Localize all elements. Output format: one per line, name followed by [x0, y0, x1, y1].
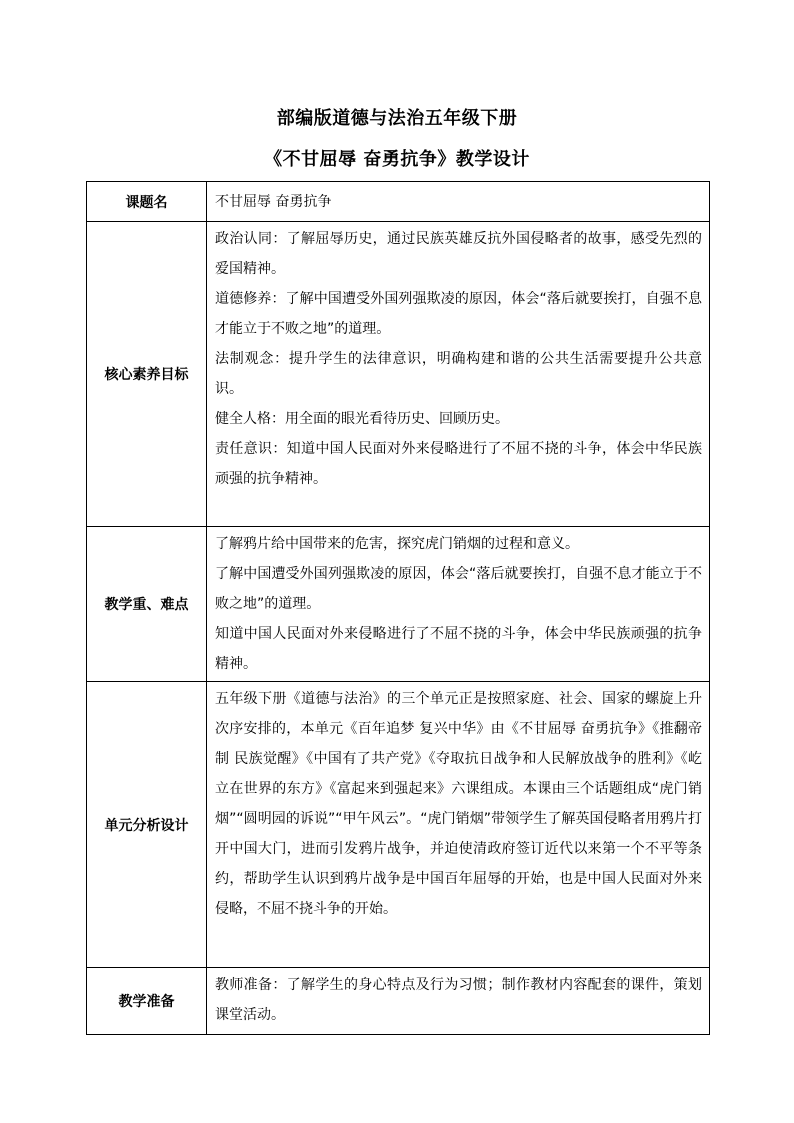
- row-label-core-goals: 核心素养目标: [87, 222, 207, 527]
- row-content-core-goals: [207, 222, 710, 527]
- document-title: 部编版道德与法治五年级下册: [276, 108, 518, 129]
- goal-political-identity: 政治认同：了解屈辱历史，通过民族英雄反抗外国侵略者的故事，感受先烈的爱国精神。: [215, 231, 702, 277]
- goal-responsibility: 责任意识：知道中国人民面对外来侵略进行了不屈不挠的斗争，体会中华民族顽强的抗争精神。: [215, 441, 702, 487]
- key-point-3: 知道中国人民面对外来侵略进行了不屈不挠的斗争，体会中华民族顽强的抗争精神。: [215, 626, 702, 672]
- table-row-preparation: [87, 968, 710, 1035]
- key-point-2: 了解中国遭受外国列强欺凌的原因，体会“落后就要挨打，自强不息才能立于不败之地”的道理。: [215, 566, 702, 612]
- lesson-plan-table: [86, 181, 710, 1035]
- goal-legal-concept: 法制观念：提升学生的法律意识，明确构建和谐的公共生活需要提升公共意识。: [215, 351, 702, 397]
- row-label-topic: 课题名: [87, 182, 207, 222]
- preparation-text: 教师准备：了解学生的身心特点及行为习惯；制作教材内容配套的课件，策划课堂活动。: [215, 977, 702, 1023]
- table-row-topic: [87, 182, 710, 222]
- document-subtitle: 《不甘屈辱 奋勇抗争》教学设计: [264, 149, 530, 170]
- key-point-1: 了解鸦片给中国带来的危害，探究虎门销烟的过程和意义。: [215, 536, 579, 552]
- row-content-unit-analysis: [207, 682, 710, 968]
- table-row-core-goals: [87, 222, 710, 527]
- table-row-unit-analysis: [87, 682, 710, 968]
- row-label-key-points: 教学重、难点: [87, 527, 207, 682]
- goal-moral-cultivation: 道德修养：了解中国遭受外国列强欺凌的原因，体会“落后就要挨打，自强不息才能立于不败之地”的道理。: [215, 291, 702, 337]
- unit-analysis-text: 五年级下册《道德与法治》的三个单元正是按照家庭、社会、国家的螺旋上升次序安排的，本单元《百年追梦 复兴中华》由《不甘屈辱 奋勇抗争》《推翻帝制 民族觉醒》《中国有了共产党》《夺取抗日战争和人民解放战争的胜利》《屹立在世界的东方》《富起来到强起来》六课组成。本课由三个话题组成“虎门销烟”“圆明园的诉说”“甲午风云”。“虎门销烟”带领学生了解英国侵略者用鸦片打开中国大门，进而引发鸦片战争，并迫使清政府签订近代以来第一个不平等条约，帮助学生认识到鸦片战争是中国百年屈辱的开始，也是中国人民面对外来侵略，不屈不挠斗争的开始。: [215, 691, 702, 917]
- row-content-preparation: [207, 968, 710, 1035]
- row-label-preparation: 教学准备: [87, 968, 207, 1035]
- topic-text: 不甘屈辱 奋勇抗争: [215, 193, 332, 210]
- row-label-unit-analysis: 单元分析设计: [87, 682, 207, 968]
- row-content-key-points: [207, 527, 710, 682]
- table-row-key-points: [87, 527, 710, 682]
- goal-sound-personality: 健全人格：用全面的眼光看待历史、回顾历史。: [215, 411, 509, 427]
- row-content-topic: [207, 182, 710, 222]
